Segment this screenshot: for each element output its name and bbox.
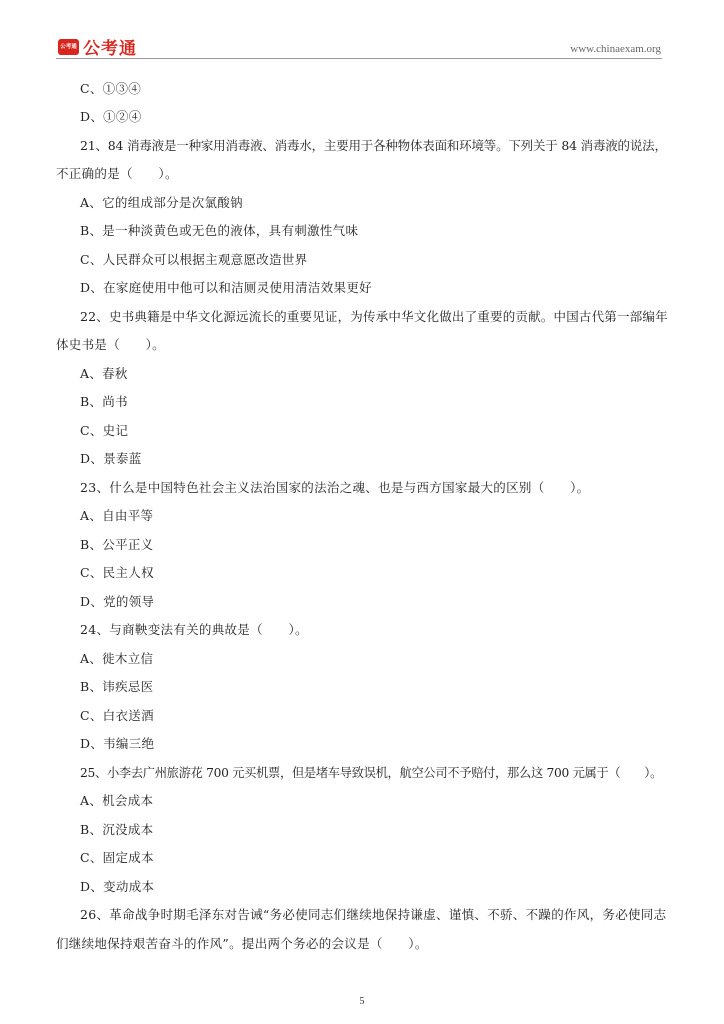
option-line: C、人民群众可以根据主观意愿改造世界 xyxy=(80,252,308,267)
option-line: D、韦编三绝 xyxy=(80,736,155,751)
logo-badge: 公考通 xyxy=(58,39,79,55)
site-url: www.chinaexam.org xyxy=(570,43,661,55)
logo-text: 公考通 xyxy=(83,39,137,59)
option-line: B、公平正义 xyxy=(80,537,154,552)
option-line: D、①②④ xyxy=(80,109,142,124)
question-line: 们继续地保持艰苦奋斗的作风”。提出两个务必的会议是（ ）。 xyxy=(56,936,428,951)
question-line: 23、什么是中国特色社会主义法治国家的法治之魂、也是与西方国家最大的区别（ ）。 xyxy=(80,480,590,495)
page-header xyxy=(0,0,724,60)
option-line: C、①③④ xyxy=(80,81,142,96)
option-line: B、沉没成本 xyxy=(80,822,154,837)
header-divider xyxy=(56,58,662,59)
option-line: C、史记 xyxy=(80,423,129,438)
option-line: D、在家庭使用中他可以和洁厕灵使用清洁效果更好 xyxy=(80,280,372,295)
option-line: B、尚书 xyxy=(80,394,128,409)
option-line: A、机会成本 xyxy=(80,793,154,808)
question-line: 26、革命战争时期毛泽东对告诫“务必使同志们继续地保持谦虚、谨慎、不骄、不躁的作风，务必使同志 xyxy=(80,907,667,922)
option-line: D、变动成本 xyxy=(80,879,155,894)
question-line: 25、小李去广州旅游花 700 元买机票，但是堵车导致误机，航空公司不予赔付，那么这 700 元属于（ ）。 xyxy=(80,766,663,780)
question-line: 21、84 消毒液是一种家用消毒液、消毒水，主要用于各种物体表面和环境等。下列关于 84 消毒液的说法， xyxy=(80,138,667,153)
logo xyxy=(58,34,137,59)
option-line: C、民主人权 xyxy=(80,565,154,580)
option-line: C、固定成本 xyxy=(80,850,154,865)
option-line: C、白衣送酒 xyxy=(80,708,154,723)
option-line: A、它的组成部分是次氯酸钠 xyxy=(80,195,243,210)
option-line: D、党的领导 xyxy=(80,594,155,609)
question-line: 体史书是（ ）。 xyxy=(56,337,165,352)
option-line: A、徙木立信 xyxy=(80,651,154,666)
question-line: 24、与商鞅变法有关的典故是（ ）。 xyxy=(80,622,308,637)
option-line: A、春秋 xyxy=(80,366,128,381)
page-number: 5 xyxy=(359,996,365,1007)
option-line: B、是一种淡黄色或无色的液体，具有刺激性气味 xyxy=(80,223,359,238)
option-line: B、讳疾忌医 xyxy=(80,679,154,694)
question-line: 22、史书典籍是中华文化源远流长的重要见证，为传承中华文化做出了重要的贡献。中国古代第一部编年 xyxy=(80,309,668,324)
question-line: 不正确的是（ ）。 xyxy=(56,166,178,181)
option-line: D、景泰蓝 xyxy=(80,451,142,466)
option-line: A、自由平等 xyxy=(80,508,154,523)
